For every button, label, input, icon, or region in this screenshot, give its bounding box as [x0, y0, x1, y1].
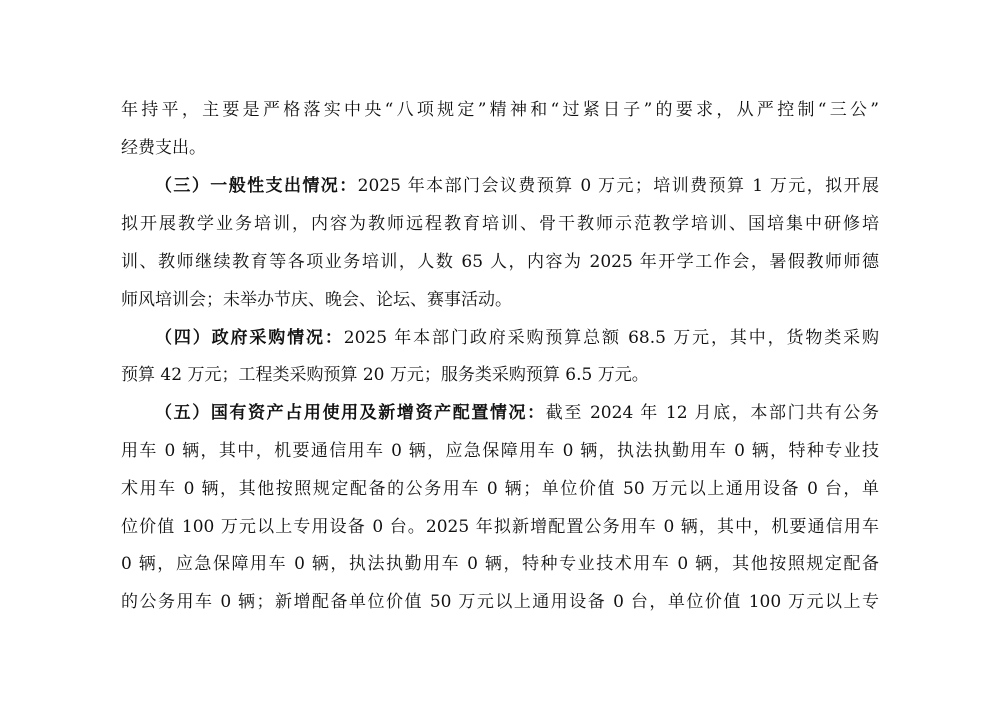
line-text: 2025 年本部门会议费预算 0 万元；培训费预算 1 万元，拟开展 — [357, 176, 879, 196]
section-heading: （三）一般性支出情况： — [155, 176, 358, 196]
line-text: 0 辆，应急保障用车 0 辆，执法执勤用车 0 辆，特种专业技术用车 0 辆，其他按照规定配备 — [121, 554, 879, 574]
paragraph-line — [121, 551, 879, 577]
line-text: 位价值 100 万元以上专用设备 0 台。2025 年拟新增配置公务用车 0 辆，其中，机要通信用车 — [121, 517, 879, 537]
paragraph-line — [121, 476, 879, 502]
paragraph-line — [121, 135, 879, 161]
line-text: 拟开展教学业务培训，内容为教师远程教育培训、骨干教师示范教学培训、国培集中研修培 — [121, 214, 879, 234]
line-text: 年持平，主要是严格落实中央“八项规定”精神和“过紧日子”的要求，从严控制“三公” — [121, 100, 879, 120]
line-text: 2025 年本部门政府采购预算总额 68.5 万元，其中，货物类采购 — [343, 328, 879, 348]
paragraph-line — [155, 173, 879, 199]
paragraph-line — [121, 211, 879, 237]
paragraph-line — [121, 438, 879, 464]
paragraph-line — [121, 249, 879, 275]
line-text: 用车 0 辆，其中，机要通信用车 0 辆，应急保障用车 0 辆，执法执勤用车 0 辆，特种专业技 — [121, 441, 879, 461]
paragraph-line — [155, 325, 879, 351]
paragraph-line — [155, 400, 879, 426]
section-heading: （五）国有资产占用使用及新增资产配置情况： — [155, 403, 546, 423]
section-heading: （四）政府采购情况： — [155, 328, 344, 348]
line-text: 经费支出。 — [121, 138, 206, 158]
paragraph-line — [121, 97, 879, 123]
line-text: 术用车 0 辆，其他按照规定配备的公务用车 0 辆；单位价值 50 万元以上通用设备 0 台，单 — [121, 479, 879, 499]
line-text: 预算 42 万元；工程类采购预算 20 万元；服务类采购预算 6.5 万元。 — [121, 365, 649, 385]
line-text: 训、教师继续教育等各项业务培训，人数 65 人，内容为 2025 年开学工作会，暑假教师师德 — [121, 252, 879, 272]
line-text: 截至 2024 年 12 月底，本部门共有公务 — [545, 403, 879, 423]
paragraph-line — [121, 287, 879, 313]
paragraph-line — [121, 362, 879, 388]
paragraph-line — [121, 514, 879, 540]
line-text: 师风培训会；未举办节庆、晚会、论坛、赛事活动。 — [121, 290, 512, 310]
line-text: 的公务用车 0 辆；新增配备单位价值 50 万元以上通用设备 0 台，单位价值 100 万元以上专 — [121, 592, 879, 612]
paragraph-line — [121, 589, 879, 615]
